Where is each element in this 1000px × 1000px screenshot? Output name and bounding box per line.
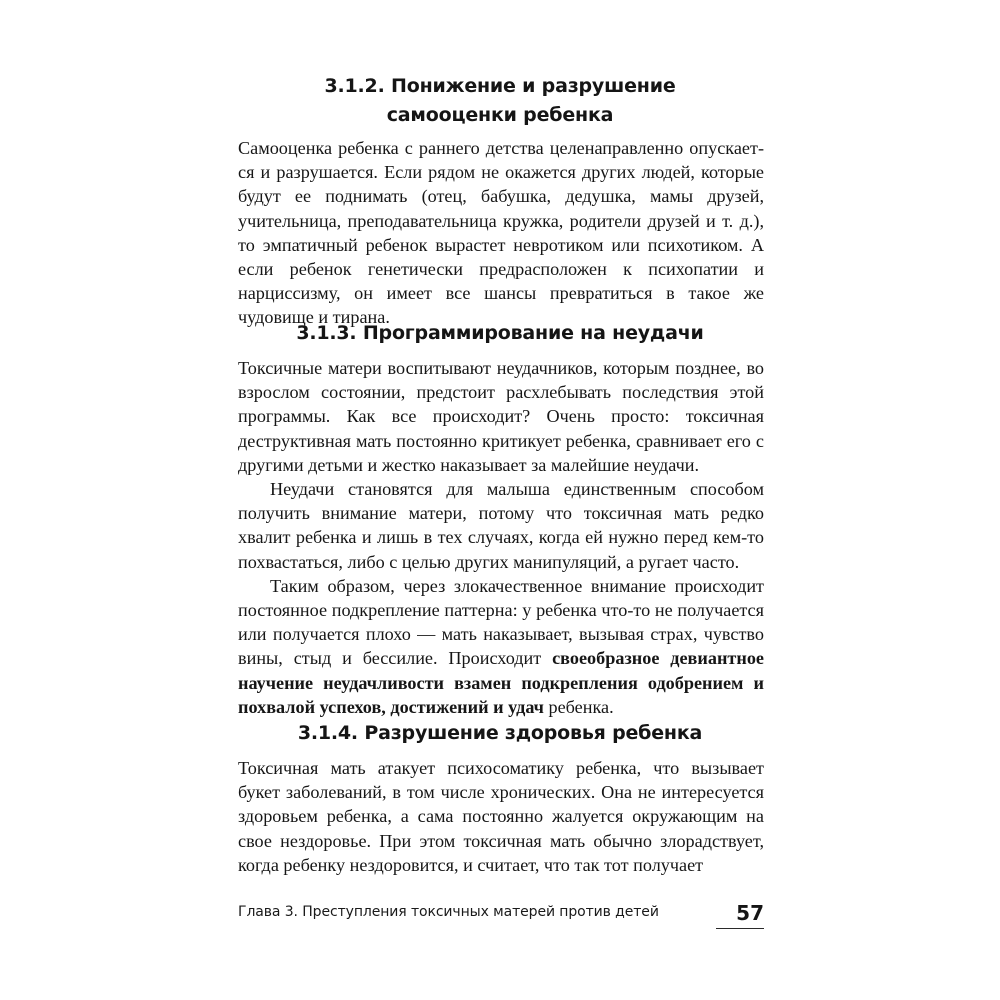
paragraph-text: ребенка. bbox=[543, 696, 614, 717]
section-heading-3-1-4 bbox=[236, 719, 764, 748]
section-body-3-1-2 bbox=[238, 136, 764, 330]
paragraph bbox=[238, 756, 764, 877]
paragraph bbox=[238, 477, 764, 574]
section-body-3-1-4 bbox=[238, 756, 764, 877]
heading-line: 3.1.4. Разрушение здоровья ребенка bbox=[297, 722, 703, 744]
emphasis-text: своеобразное девиантное научение неудачливости взамен подкрепления одобрением и похвалой успехов, достижений и удач bbox=[238, 648, 765, 717]
running-title: Глава 3. Преступления токсичных матерей против детей bbox=[238, 904, 659, 920]
heading-line: самооценки ребенка bbox=[386, 104, 614, 126]
paragraph bbox=[238, 574, 764, 719]
heading-line: 3.1.2. Понижение и разрушение bbox=[324, 75, 676, 97]
paragraph-text: Неудачи становятся для малыша единственным способом получить внимание матери, потому что токсичная мать редко хвалит ребенка и лишь в тех случаях, когда ей нужно перед кем-то похвастаться, либо с целью других манипуляций, а ругает часто. bbox=[238, 479, 764, 572]
page-number: 57 bbox=[716, 898, 764, 929]
section-body-3-1-3 bbox=[238, 356, 764, 719]
heading-line: 3.1.3. Программирование на неудачи bbox=[296, 322, 704, 344]
paragraph-text: Таким образом, через злокачественное внимание происходит постоянное подкрепление паттерна: у ребенка что-то не получается или получается плохо — мать наказывает, вызывая страх, чувство вины, стыд и бессилие. Происходит bbox=[238, 575, 764, 669]
paragraph bbox=[238, 356, 764, 477]
paragraph-text: Самооценка ребенка с раннего детства целенаправленно опускает-ся и разрушается. Если рядом не окажется других людей, которые будут ее поднимать (отец, бабушка, дедушка, мамы друзей, учительница, преподавательница кружка, родители друзей и т. д.), то эмпатичный ребенок вырастет невротиком или психотиком. А если ребенок генетически предрасположен к психопатии и нарциссизму, он имеет все шансы превратиться в такое же чудовище и тирана. bbox=[238, 138, 764, 328]
paragraph-text: Токсичные матери воспитывают неудачников, которым позднее, во взрослом состоянии, предстоит расхлебывать последствия этой программы. Как все происходит? Очень просто: токсичная деструктивная мать постоянно критикует ребенка, сравнивает его с другими детьми и жестко наказывает за малейшие неудачи. bbox=[238, 358, 764, 475]
section-heading-3-1-3 bbox=[236, 319, 764, 348]
section-heading-3-1-2 bbox=[236, 72, 764, 130]
paragraph bbox=[238, 136, 764, 330]
paragraph-text: Токсичная мать атакует психосоматику ребенка, что вызывает букет заболеваний, в том числе хронических. Она не интересуется здоровьем ребенка, а сама постоянно жалуется окружающим на свое нездоровье. При этом токсичная мать обычно злорадствует, когда ребенку нездоровится, и считает, что так тот получает bbox=[238, 758, 764, 875]
